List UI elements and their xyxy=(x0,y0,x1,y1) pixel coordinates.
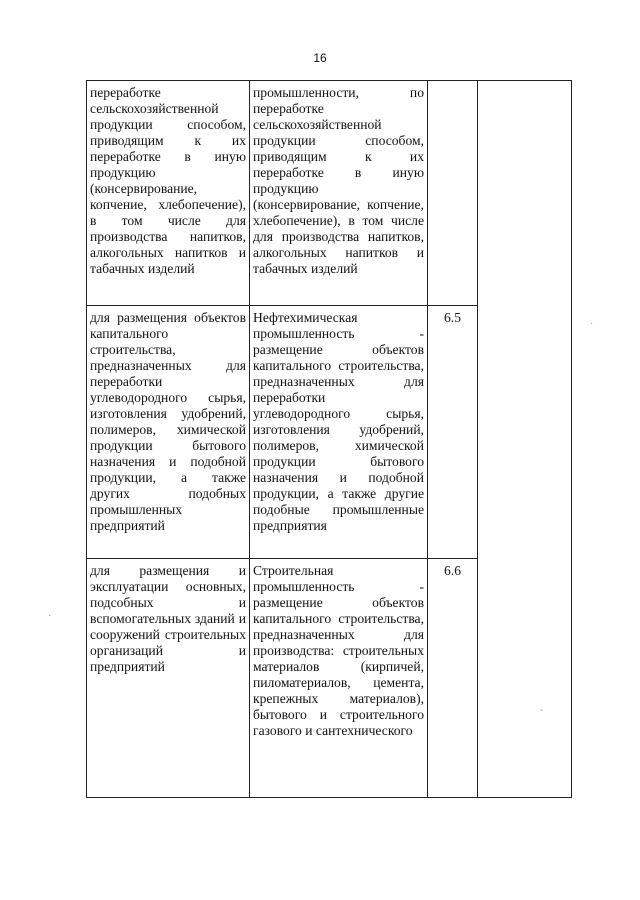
use-type-cell: промышленности, по переработке сельскохозяйственной продукции способом, приводящим к их переработке в иную продукцию (консервирование, копчение, хлебопечение), в том числе для производства напитков, алкогольных напитков и табачных изделий xyxy=(250,81,428,306)
land-use-table xyxy=(86,80,572,798)
scan-speck: - xyxy=(540,705,544,716)
code-cell xyxy=(428,81,478,306)
use-type-cell: Нефтехимическая промышленность - размещение объектов капитального строительства, предназначенных для переработки углеводородного сырья, изготовления удобрений, полимеров, химической продукции бытового назначения и подобной продукции, а также другие подобные промышленные предприятия xyxy=(250,306,428,559)
table-row xyxy=(87,81,572,306)
description-cell: переработке сельскохозяйственной продукции способом, приводящим к их переработке в иную продукцию (консервирование, копчение, хлебопечение), в том числе для производства напитков, алкогольных напитков и табачных изделий xyxy=(87,81,250,306)
code-cell: 6.6 xyxy=(428,559,478,798)
code-cell: 6.5 xyxy=(428,306,478,559)
page-number: 16 xyxy=(313,51,327,65)
scan-speck: · xyxy=(48,610,52,621)
description-cell: для размещения и эксплуатации основных, подсобных и вспомогательных зданий и сооружений строительных организаций и предприятий xyxy=(87,559,250,798)
use-type-cell: Строительная промышленность - размещение объектов капитального строительства, предназначенных для производства: строительных материалов (кирпичей, пиломатериалов, цемента, крепежных материалов), бытового и строительного газового и сантехнического xyxy=(250,559,428,798)
empty-column-cell xyxy=(478,81,572,798)
scan-speck: · xyxy=(590,318,594,329)
description-cell: для размещения объектов капитального строительства, предназначенных для переработки углеводородного сырья, изготовления удобрений, полимеров, химической продукции бытового назначения и подобной продукции, а также других подобных промышленных предприятий xyxy=(87,306,250,559)
